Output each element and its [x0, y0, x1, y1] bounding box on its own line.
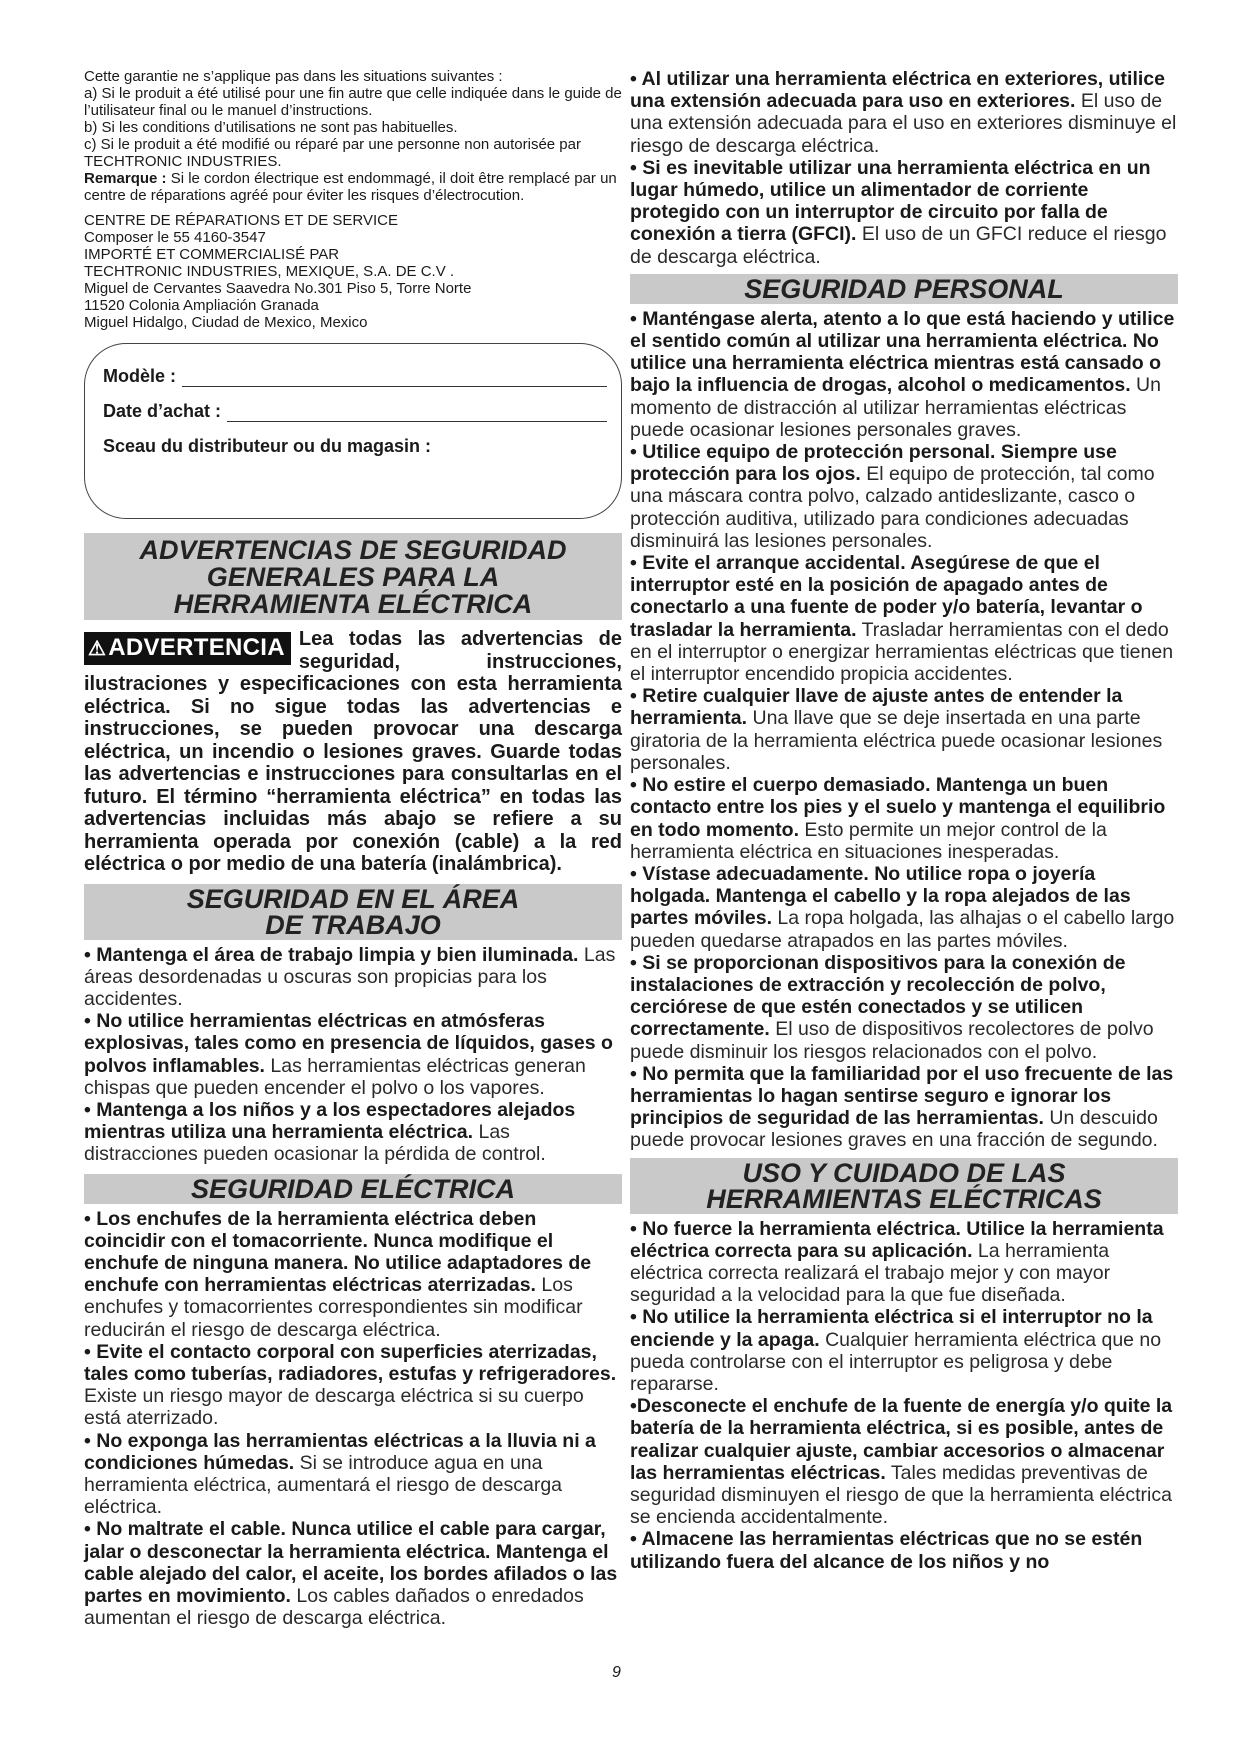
electrical-item-bold: • Los enchufes de la herramienta eléctrica deben coincidir con el tomacorriente. Nunca modifique el enchufe de ninguna manera. No utilice adaptadores de enchufe con herramientas eléctricas aterrizadas.: [84, 1207, 592, 1297]
care-item-bold: •Desconecte el enchufe de la fuente de energía y/o quite la batería de la herramienta eléctrica, si es posible, antes de realizar cualquier ajuste, cambiar accesorios o almacenar las herramientas eléctricas.: [630, 1395, 1173, 1484]
personal-item-bold: • Retire cualquier llave de ajuste antes de entender la herramienta.: [630, 685, 1123, 730]
personal-item-text: Trasladar herramientas con el dedo en el interruptor o energizar herramientas eléctricas que tienen el interruptor encendido propicia accidentes.: [630, 618, 1174, 686]
electrical-item: [630, 157, 1178, 268]
personal-item-text: Un momento de distracción al utilizar herramientas eléctricas puede ocasionar lesiones personales graves.: [630, 374, 1161, 441]
care-item-text: Cualquier herramienta eléctrica que no pueda controlarse con el interruptor es peligrosa y debe repararse.: [630, 1328, 1162, 1395]
general-title-line-2: GENERALES PARA LA: [206, 562, 500, 592]
service-phone: Composer le 55 4160-3547: [84, 229, 266, 246]
company-name: TECHTRONIC INDUSTRIES, MEXIQUE, S.A. DE C.V .: [84, 263, 455, 280]
electrical-item: [630, 68, 1178, 157]
warranty-intro: Cette garantie ne s’applique pas dans les situations suivantes :: [84, 68, 503, 85]
address-line-2: 11520 Colonia Ampliación Granada: [84, 297, 319, 314]
electrical-item: [84, 1208, 622, 1341]
work-area-heading: [84, 884, 622, 940]
remark-text: Si le cordon électrique est endommagé, il doit être remplacé par un centre de réparations agréé pour éviter les risques d’électrocution.: [84, 170, 617, 204]
purchase-date-label: Date d’achat :: [103, 401, 222, 421]
work-area-item-bold: • Mantenga el área de trabajo limpia y bien iluminada.: [84, 943, 579, 966]
personal-item-bold: • Si se proporcionan dispositivos para la conexión de instalaciones de extracción y recolección de polvo, cerciórese de que estén conectados y se utilicen correctamente.: [630, 951, 1126, 1041]
personal-item: [630, 774, 1178, 863]
address-line-3: Miguel Hidalgo, Ciudad de Mexico, Mexico: [84, 314, 368, 331]
personal-item-text: Esto permite un mejor control de la herramienta eléctrica en situaciones inesperadas.: [630, 818, 1107, 863]
work-area-item-text: Las herramientas eléctricas generan chispas que pueden encender el polvo o los vapores.: [84, 1054, 586, 1099]
electrical-item-text: Los cables dañados o enredados aumentan el riesgo de descarga eléctrica.: [84, 1584, 584, 1630]
electrical-item: [84, 1430, 622, 1519]
personal-item: [630, 952, 1178, 1063]
service-center-label: CENTRE DE RÉPARATIONS ET DE SERVICE: [84, 212, 398, 229]
personal-item-bold: • Utilice equipo de protección personal. Siempre use protección para los ojos.: [630, 441, 1117, 486]
electrical-item-bold: • No maltrate el cable. Nunca utilice el cable para cargar, jalar o desconectar la herramienta eléctrica. Mantenga el cable alejado del calor, el aceite, los bordes afilados o las partes en movimiento.: [84, 1518, 618, 1607]
care-item: [630, 1395, 1178, 1528]
electrical-item-text: Si se introduce agua en una herramienta eléctrica, aumentará el riesgo de descarga eléctrica.: [84, 1451, 563, 1519]
french-warranty-block: [84, 68, 622, 331]
care-item-bold: • No fuerce la herramienta eléctrica. Utilice la herramienta eléctrica correcta para su aplicación.: [630, 1217, 1164, 1262]
personal-item-bold: • No permita que la familiaridad por el uso frecuente de las herramientas lo hagan sentirse seguro e ignorar los principios de seguridad de las herramientas.: [630, 1062, 1174, 1130]
address-line-1: Miguel de Cervantes Saavedra No.301 Piso 5, Torre Norte: [84, 280, 472, 297]
electrical-item-bold: • Al utilizar una herramienta eléctrica en exteriores, utilice una extensión adecuada para uso en exteriores.: [630, 68, 1165, 113]
warning-badge-label: ADVERTENCIA: [108, 634, 285, 661]
personal-item: [630, 863, 1178, 952]
personal-item-text: Una llave que se deje insertada en una parte giratoria de la herramienta eléctrica puede ocasionar lesiones personales.: [630, 707, 1163, 774]
model-line: [182, 385, 607, 387]
personal-item-bold: • Manténgase alerta, atento a lo que está haciendo y utilice el sentido común al utilizar una herramienta eléctrica. No utilice una herramienta eléctrica mientras está cansado o bajo la influencia de drogas, alcohol o medicamentos.: [630, 307, 1175, 397]
personal-item-bold: • Vístase adecuadamente. No utilice ropa o joyería holgada. Mantenga el cabello y la ropa alejados de las partes móviles.: [630, 862, 1131, 930]
general-warnings-heading: [84, 533, 622, 620]
electrical-item: [84, 1518, 622, 1629]
purchase-date-line: [227, 420, 607, 422]
electrical-item-bold: • Si es inevitable utilizar una herramienta eléctrica en un lugar húmedo, utilice un alimentador de corriente protegido con un interruptor de circuito por falla de conexión a tierra (GFCI).: [630, 156, 1151, 246]
work-area-item: [84, 1010, 622, 1099]
general-title-line-1: ADVERTENCIAS DE SEGURIDAD: [139, 535, 567, 565]
personal-item: [630, 441, 1178, 552]
warning-badge: [84, 632, 291, 665]
work-area-title-line-2: DE TRABAJO: [265, 909, 441, 940]
warning-triangle-icon: ⚠: [88, 638, 107, 660]
work-area-item-text: Las distracciones pueden ocasionar la pérdida de control.: [84, 1121, 546, 1166]
personal-item: [630, 308, 1178, 441]
care-item-bold: • Almacene las herramientas eléctricas que no se estén utilizando fuera del alcance de los niños y no: [630, 1528, 1143, 1573]
care-item-text: Tales medidas preventivas de seguridad disminuyen el riesgo de que la herramienta eléctrica se encienda accidentalmente.: [630, 1461, 1172, 1529]
electrical-list-right: [630, 68, 1178, 268]
personal-item: [630, 685, 1178, 774]
care-item: [630, 1218, 1178, 1307]
electrical-item-bold: • No exponga las herramientas eléctricas a la lluvia ni a condiciones húmedas.: [84, 1429, 596, 1474]
electrical-title: SEGURIDAD ELÉCTRICA: [190, 1173, 515, 1204]
left-column: [84, 68, 622, 1629]
general-warning-paragraph: [84, 628, 622, 876]
electrical-item: [84, 1341, 622, 1430]
personal-item: [630, 1063, 1178, 1152]
care-item-bold: • No utilice la herramienta eléctrica si el interruptor no la enciende y la apaga.: [630, 1306, 1153, 1351]
general-title-line-3: HERRAMIENTA ELÉCTRICA: [173, 589, 533, 619]
electrical-item-text: Existe un riesgo mayor de descarga eléctrica si su cuerpo está aterrizado.: [84, 1385, 584, 1430]
remark-label: Remarque :: [84, 170, 167, 187]
warranty-item-c: c) Si le produit a été modifié ou réparé par une personne non autorisée par TECHTRONIC INDUSTRIES.: [84, 136, 581, 170]
dealer-seal-label: Sceau du distributeur ou du magasin :: [103, 436, 432, 456]
personal-item-text: El equipo de protección, tal como una máscara contra polvo, calzado antideslizante, casco o protección auditiva, utilizado para condiciones adecuadas disminuirá las lesiones personales.: [630, 463, 1155, 552]
work-area-item: [84, 1099, 622, 1166]
electrical-item-text: Los enchufes y tomacorrientes correspondientes sin modificar reducirán el riesgo de descarga eléctrica.: [84, 1274, 583, 1341]
care-item-text: La herramienta eléctrica correcta realizará el trabajo mejor y con mayor seguridad a la velocidad para la que fue diseñada.: [630, 1239, 1111, 1307]
care-item: [630, 1306, 1178, 1395]
electrical-item-text: El uso de un GFCI reduce el riesgo de descarga eléctrica.: [630, 223, 1167, 268]
personal-safety-heading: [630, 274, 1178, 304]
purchase-date-field[interactable]: [103, 401, 607, 422]
electrical-safety-heading: [84, 1174, 622, 1204]
work-area-title-line-1: SEGURIDAD EN EL ÁREA: [186, 883, 520, 914]
model-label: Modèle :: [103, 366, 177, 386]
electrical-item-bold: • Evite el contacto corporal con superficies aterrizadas, tales como tuberías, radiadores, estufas y refrigeradores.: [84, 1340, 617, 1385]
warranty-item-b: b) Si les conditions d’utilisations ne sont pas habituelles.: [84, 119, 458, 136]
warranty-item-a: a) Si le produit a été utilisé pour une fin autre que celle indiquée dans le guide de l’utilisateur final ou le manuel d’instructions.: [84, 85, 622, 119]
care-title-line-2: HERRAMIENTAS ELÉCTRICAS: [706, 1183, 1102, 1214]
work-area-item-text: Las áreas desordenadas u oscuras son propicias para los accidentes.: [84, 943, 616, 1010]
dealer-seal-field: [103, 436, 607, 457]
right-column: [630, 68, 1178, 1573]
personal-item-text: La ropa holgada, las alhajas o el cabello largo pueden quedarse atrapados en las partes móviles.: [630, 907, 1175, 952]
care-item: [630, 1528, 1178, 1572]
care-list: [630, 1218, 1178, 1573]
personal-item-text: Un descuido puede provocar lesiones graves en una fracción de segundo.: [630, 1107, 1158, 1152]
personal-item-text: El uso de dispositivos recolectores de polvo puede disminuir los riesgos relacionados con el polvo.: [630, 1018, 1154, 1063]
personal-item: [630, 552, 1178, 685]
personal-list: [630, 308, 1178, 1152]
page-number: 9: [612, 1664, 621, 1681]
personal-item-bold: • Evite el arranque accidental. Asegúrese de que el interruptor esté en la posición de apagado antes de conectarlo a una fuente de poder y/o batería, levantar o trasladar la herramienta.: [630, 552, 1143, 641]
care-title-line-1: USO Y CUIDADO DE LAS: [742, 1157, 1066, 1188]
tool-care-heading: [630, 1158, 1178, 1214]
model-field[interactable]: [103, 366, 607, 387]
warranty-form-box: [84, 343, 622, 519]
work-area-item: [84, 944, 622, 1011]
personal-item-bold: • No estire el cuerpo demasiado. Mantenga un buen contacto entre los pies y el suelo y mantenga el equilibrio en todo momento.: [630, 774, 1166, 841]
work-area-list: [84, 944, 622, 1166]
personal-title: SEGURIDAD PERSONAL: [744, 273, 1064, 304]
warranty-remark: [84, 170, 622, 204]
electrical-list-left: [84, 1208, 622, 1630]
general-warning-text: Lea todas las advertencias de seguridad, instrucciones, ilustraciones y especificaciones con esta herramienta eléctrica. Si no sigue todas las advertencias e instrucciones, se pueden provocar una descarga eléctrica, un incendio o lesiones graves. Guarde todas las advertencias e instrucciones para consultarlas en el futuro. El término “herramienta eléctrica” en todas las advertencias incluidas más abajo se refiere a su herramienta operada por conexión (cable) a la red eléctrica o por medio de una batería (inalámbrica).: [84, 628, 622, 875]
electrical-item-text: El uso de una extensión adecuada para el uso en exteriores disminuye el riesgo de descarga eléctrica.: [630, 90, 1177, 157]
importer-label: IMPORTÉ ET COMMERCIALISÉ PAR: [84, 246, 340, 263]
work-area-item-bold: • Mantenga a los niños y a los espectadores alejados mientras utiliza una herramienta eléctrica.: [84, 1098, 576, 1144]
work-area-item-bold: • No utilice herramientas eléctricas en atmósferas explosivas, tales como en presencia de líquidos, gases o polvos inflamables.: [84, 1010, 613, 1077]
